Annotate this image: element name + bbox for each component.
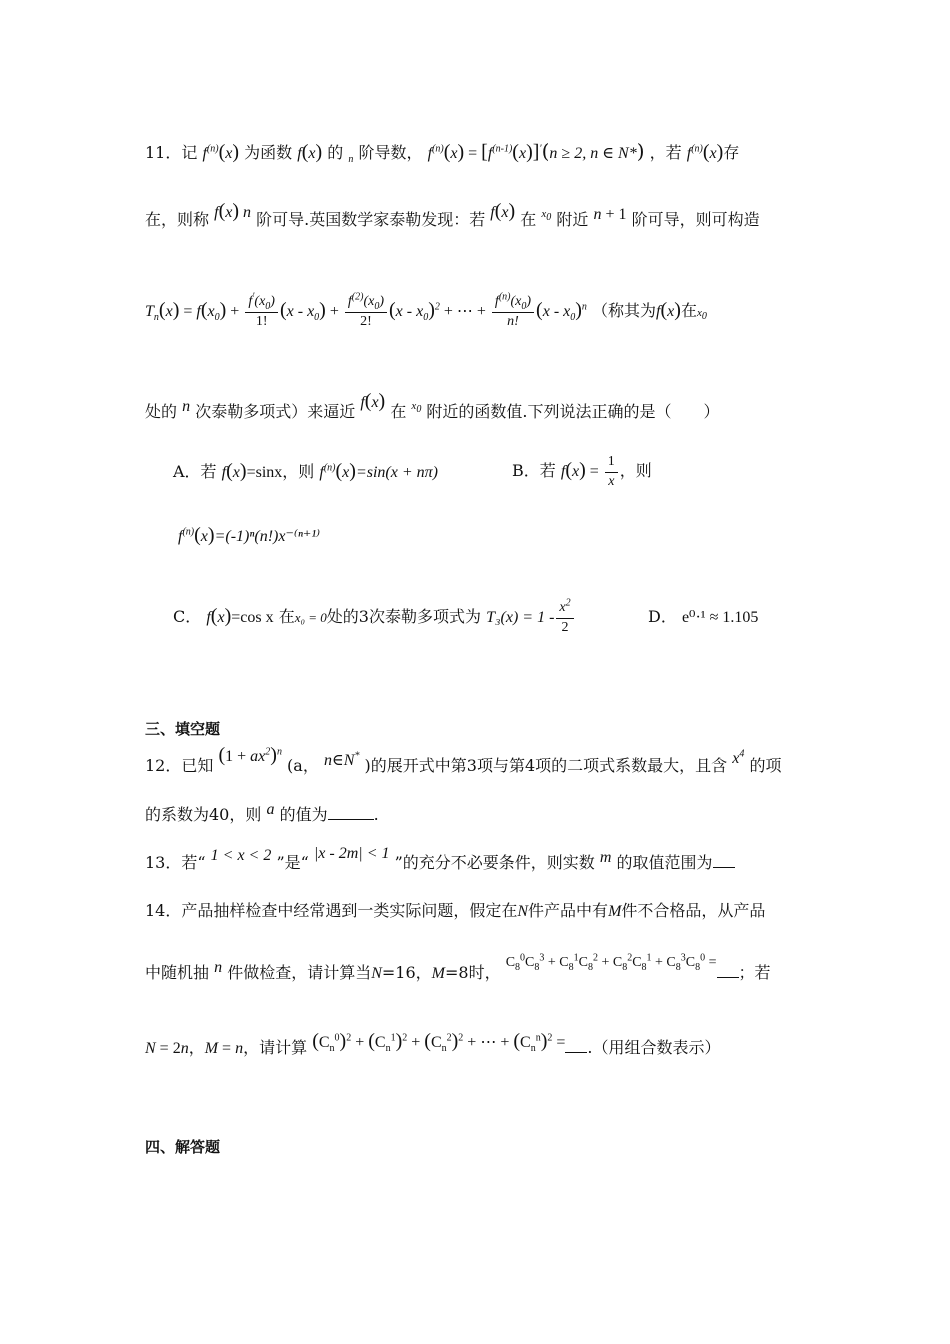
q11-number: 11．记 bbox=[145, 143, 198, 162]
q11-option-b[interactable]: B．若 f(x) = $\frac{1}{x}$ ，则 bbox=[512, 454, 652, 489]
q14-line-3: N = 2n，M = n，请计算 $(C_n^0)^2 + (C_n^1)^2 + (C_n^2)^2$ + ⋯ + $(C_n^n)^2$ = .（用组合数表示） bbox=[145, 1030, 721, 1057]
q11-option-a[interactable]: A．若 f(x)=sinx，则 $f^{(n)}(x)=\sin(x + n\pi)$ bbox=[173, 460, 438, 482]
q12-answer-blank[interactable] bbox=[328, 805, 374, 820]
q11-option-c[interactable]: C． f(x)=cos x 在x₀ = 0处的3次泰勒多项式为 T₃(x) = 1 - $\frac{x^2}{2}$ bbox=[173, 598, 576, 637]
q11-line-2: 在，则称 f(x) n 阶可导.英国数学家泰勒发现：若 f(x) 在 $^{x_0}$ 附近 n + 1 阶可导，则可构造 bbox=[145, 200, 760, 229]
q13-line: 13．若“ 1 < x < 2 ”是“ |x - 2m| < 1 ”的充分不必要条件，则实数 m 的取值范围为 bbox=[145, 852, 810, 875]
q11-line-1: 11．记 $f^{(n)}(x)$ 为函数 f(x) 的 $_n$ 阶导数， $f^{(n)}(x) = [f^{(n-1)}(x)]'(n \ge 2$, n ∈ N*) ，若 $f^{(n)}(x)$存 bbox=[145, 139, 740, 166]
q14-line-1: 14．产品抽样检查中经常遇到一类实际问题，假定在N件产品中有M件不合格品，从产品 bbox=[145, 901, 766, 920]
q12-line-1: 12．已知 $(1 + ax^2)^n$ (a， n∈N* )的展开式中第3项与第4项的二项式系数最大，且含 $x^4$ 的项 bbox=[145, 744, 782, 775]
q11-taylor-formula: $T_n(x) = f(x_0)$ + $\frac{f'(x_0)}{1!}$ $(x - x_0)$ + $\frac{f^{(2)}(x_0)}{2!}$ $(x - x_0)^2$ + ⋯ + $\frac{f^{(n)}(x_0)}{n!}$ $(x - x_0)^n$ （称其为f(x)在$x_0$ bbox=[145, 291, 707, 329]
q14-answer-blank-2[interactable] bbox=[565, 1038, 587, 1053]
q12-line-2: 的系数为40，则 a 的值为 . bbox=[145, 801, 379, 824]
q11-option-b-result: $f^{(n)}(x)=(-1)^n(n!)x^{-(n+1)}$ bbox=[178, 524, 321, 546]
q14-line-2: 中随机抽 n 件做检查，请计算当N=16，M=8时， $C_8^0C_8^3 + C_8^1C_8^2 + C_8^2C_8^1 + C_8^3C_8^0$ =；若 bbox=[145, 952, 771, 982]
section-3-heading: 三、填空题 bbox=[145, 720, 221, 738]
q11-option-d[interactable]: D． e⁰·¹ ≈ 1.105 bbox=[648, 607, 759, 626]
q11-line-4: 处的 n 次泰勒多项式）来逼近 f(x) 在 $^{x_0}$ 附近的函数值.下列说法正确的是（ ） bbox=[145, 390, 720, 421]
q14-answer-blank-1[interactable] bbox=[717, 963, 739, 978]
section-4-heading: 四、解答题 bbox=[145, 1138, 221, 1156]
q13-answer-blank[interactable] bbox=[713, 853, 735, 868]
